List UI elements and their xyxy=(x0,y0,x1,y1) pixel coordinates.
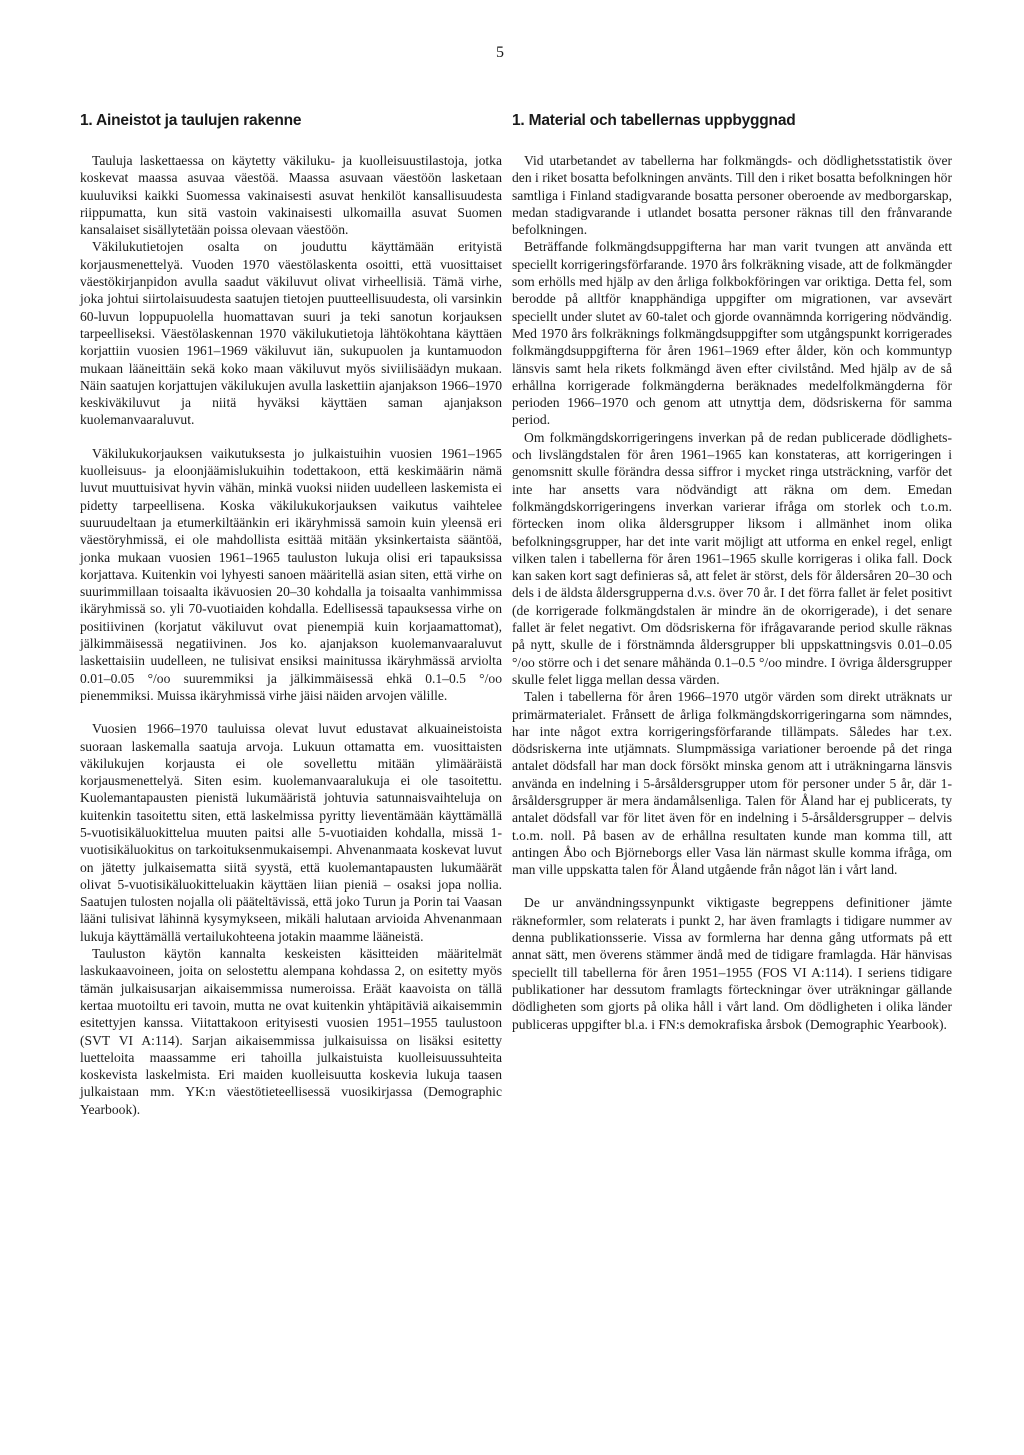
paragraph: Om folkmängdskorrigeringens inverkan på de redan publicerade dödlighets- och livslängdstalen för åren 1961–1965 kan konstateras, att korrigeringen i genomsnitt skulle förändra dessa siffror i mycket ringa utsträckning, varför det inte har ansetts vara nödvändigt att räkna om dem. Emedan folkmängdskorrigeringens inverkan varierar ifråga om storlek och t.o.m. förtecken inom olika åldersgrupper liksom i allmänhet inom olika befolkningsgrupper, har det inte varit möjligt att utforma en enkel regel, enligt vilken talen i tabellerna för åren 1961–1965 skulle korrigeras i olika fall. Dock kan saken kort sagt definieras så, att felet är störst, dels för åldersåren 20–30 och dels i de äldsta åldersgrupperna d.v.s. över 70 år. I det förra fallet är felet positivt (de korrigerade folkmängdstalen är mindre än de okorrigerade), i det senare fallet är felet negativt. Om dödsriskerna för ifrågavarande period skulle räknas på nytt, skulle de i förstnämnda åldersgrupper bli uppskattningsvis 0.01–0.05 °/oo större och i det senare måhända 0.1–0.5 °/oo mindre. I övriga åldersgrupper skulle felet ligga mellan dessa värden. xyxy=(512,429,952,687)
page-number: 5 xyxy=(496,44,504,61)
swedish-column xyxy=(512,112,952,1033)
section-heading-swedish: 1. Material och tabellernas uppbyggnad xyxy=(512,112,796,129)
paragraph: Väkilukukorjauksen vaikutuksesta jo julkaistuihin vuosien 1961–1965 kuolleisuus- ja eloonjäämislukuihin todettakoon, että keskimäärin nämä luvut muuttuisivat hyvin vähän, minkä vuoksi niiden uudelleen laskemista ei pidetty tarpeellisena. Koska väkilukukorjauksen vaikutus vaihtelee suuruudeltaan ja etumerkiltäänkin eri ikäryhmissä samoin kuin yleensä eri väestöryhmissä, ei ole mahdollista esittää mitään yksinkertaista sääntöä, jonka mukaan vuosien 1961–1965 tauluston lukuja olisi eri tapauksissa korjattava. Kuitenkin voi lyhyesti sanoen määritellä asian siten, että virhe on suurimmillaan toisaalta ikävuosien 20–30 kohdalla ja toisaalta vanhimmissa ikäryhmissä so. yli 70-vuotiaiden kohdalla. Edellisessä tapauksessa virhe on positiivinen (korjatut väkiluvut ovat pienempiä kuin korjaamattomat), jälkimmäisessä negatiivinen. Jos ko. ajanjakson kuolemanvaaraluvut laskettaisiin uudelleen, ne tulisivat ensiksi mainitussa ikäryhmässä arviolta 0.01–0.05 °/oo suuremmiksi ja jälkimmäisessä ehkä 0.1–0.5 °/oo pienemmiksi. Muissa ikäryhmissä virhe jäisi näiden arvojen välille. xyxy=(80,445,502,703)
paragraph: Beträffande folkmängdsuppgifterna har man varit tvungen att använda ett speciellt korrigeringsförfarande. 1970 års folkräkning visade, att de folkmängder som erhölls med hjälp av den årliga folkbokföringen var oriktiga. Detta fel, som berodde på alltför knapphändiga uppgifter om migrationen, var avsevärt speciellt under slutet av 60-talet och gjorde ovannämnda korrigering nödvändig. Med 1970 års folkräknings folkmängdsuppgifter som utgångspunkt korrigerades folkmängdsuppgifterna för åren 1961–1969 efter ålder, kön och kommuntyp länsvis samt hela rikets folkmängd även efter civilstånd. Med hjälp av de så erhållna korrigerade folkmängderna beräknades medelfolkmängderna för perioden 1966–1970 och genom att utnyttja dem, dödsriskerna för samma period. xyxy=(512,239,952,428)
paragraph: Talen i tabellerna för åren 1966–1970 utgör värden som direkt uträknats ur primärmaterialet. Frånsett de årliga folkmängdskorrigeringarna som nämndes, har inte något extra korrigeringsförfarande tillämpats. Således har t.ex. dödsriskerna inte utjämnats. Slumpmässiga variationer beroende på det ringa antalet dödsfall har man dock försökt minska genom att i uträkningarna länsvis använda en indelning i 5-årsåldersgrupper utom för personer under 5 år, där 1-årsåldersgrupper är mera ändamålsenliga. Talen för Åland har ej publicerats, ty antalet dödsfall var för litet även för en indelning i 5-årsåldersgrupper – delvis t.o.m. noll. På basen av de erhållna resultaten kunde man komma till, att antingen Åbo och Björneborgs eller Vasa län närmast skulle komma ifråga, om man ville uppskatta talen för Åland utgående från något län i vårt land. xyxy=(512,689,952,878)
paragraph: Tauluja laskettaessa on käytetty väkiluku- ja kuolleisuustilastoja, jotka koskevat maassa asuvaa väestöä. Maassa asuvaan väestöön lasketaan kuuluviksi kaikki Suomessa vakinaisesti asuvat henkilöt kansallisuudesta riippumatta, kun sitä vastoin vakinaisesti ulkomailla asuvat Suomen kansalaiset sisällytetään poissa olevaan väestöön. xyxy=(80,153,502,238)
finnish-column xyxy=(80,112,502,1118)
paragraph: Vid utarbetandet av tabellerna har folkmängds- och dödlighetsstatistik över den i riket bosatta befolkningen använts. Till den i riket bosatta befolkningen hör samtliga i Finland stadigvarande bosatta personer oberoende av medborgarskap, medan stadigvarande i utlandet bosatta personer räknas till den frånvarande befolkningen. xyxy=(512,153,952,238)
paragraph: Väkilukutietojen osalta on jouduttu käyttämään erityistä korjausmenettelyä. Vuoden 1970 väestölaskenta osoitti, että vuosittaiset väestökirjanpidon avulla saadut väkiluvut olivat virheellisiä. Tämä virhe, joka johtui siirtolaisuudesta saatujen tietojen puutteellisuudesta, oli varsinkin 60-luvun loppupuolella huomattavan suuri ja teki sanotun korjauksen tarpeelliseksi. Väestölaskennan 1970 väkilukutietoja lähtökohtana käyttäen korjattiin vuosien 1961–1969 väkiluvut iän, sukupuolen ja kuntamuodon mukaan lääneittäin sekä koko maan väkiluvut myös siviilisäädyn mukaan. Näin saatujen korjattujen väkilukujen avulla laskettiin ajanjakson 1966–1970 keskiväkiluvut ja niitä hyväksi käyttäen saman ajanjakson kuolemanvaaraluvut. xyxy=(80,239,502,428)
paragraph: Tauluston käytön kannalta keskeisten käsitteiden määritelmät laskukaavoineen, joita on selostettu alempana kohdassa 2, on esitetty myös tämän julkaisusarjan aikaisemmissa numeroissa. Eräät kaavoista on tällä kertaa muotoiltu eri tavoin, mutta ne ovat kuitenkin yhtäpitäviä aikaisemmin esitettyjen kanssa. Viitattakoon erityisesti vuosien 1951–1955 taulustoon (SVT VI A:114). Sarjan aikaisemmissa julkaisuissa on lisäksi esitetty luetteloita maassamme eri tahoilla julkaistuista kuolleisuussuhteita koskevista laskelmista. Eri maiden kuolleisuutta koskevia lukuja taasen julkaistaan mm. YK:n väestötieteellisessä vuosikirjassa (Demographic Yearbook). xyxy=(80,946,502,1117)
paragraph: Vuosien 1966–1970 tauluissa olevat luvut edustavat alkuaineistoista suoraan laskemalla saatuja arvoja. Lukuun ottamatta em. vuosittaisten väkilukujen korjausta ei ole sovellettu mitään ylimääräistä korjausmenettelyä. Siten esim. kuolemanvaaralukuja ei ole tasoitettu. Kuolemantapausten pienistä lukumääristä johtuvia satunnaisvaihteluja on kuitenkin tasoitettu siten, että laskelmissa pyritty lieventämään käyttämällä 5-vuotisikäluokittelua muuten paitsi alle 5-vuotiaiden kohdalla, missä 1-vuotisikäluokitus on tarkoituksenmukaisempi. Ahvenanmaata koskevat luvut on jätetty julkaisematta siitä syystä, että kuolemantapausten lukumäärät olivat 5-vuotisikäluokitteluakin käyttäen liian pieniä – osaksi jopa nollia. Saatujen tulosten nojalla oli pääteltävissä, että joko Turun ja Porin tai Vaasan lääni tulisivat lähinnä kysymykseen, mikäli halutaan arvioida Ahvenanmaan lukuja käyttämällä vertailukohteena jotakin maamme lääneistä. xyxy=(80,721,502,944)
paragraph: De ur användningssynpunkt viktigaste begreppens definitioner jämte räkneformler, som relaterats i punkt 2, har även framlagts i tidigare nummer av denna publikationsserie. Vissa av formlerna har denna gång utformats på ett annat sätt, men överens stämmer ändå med de tidigare framlagda. Här hänvisas speciellt till tabellerna för åren 1951–1955 (FOS VI A:114). I seriens tidigare publikationer har dessutom framlagts förteckningar över uträkningar gällande dödligheten som gjorts på olika håll i vårt land. Om dödligheten i olika länder publiceras uppgifter bl.a. i FN:s demokrafiska årsbok (Demographic Yearbook). xyxy=(512,895,952,1032)
section-heading-finnish: 1. Aineistot ja taulujen rakenne xyxy=(80,112,302,129)
